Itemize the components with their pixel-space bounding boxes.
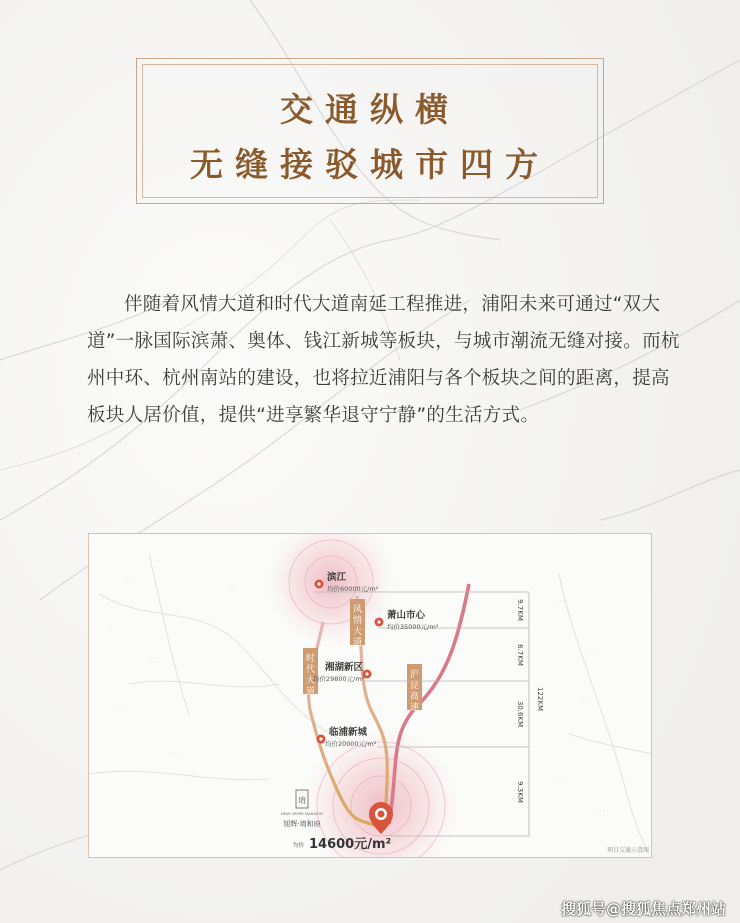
distance-1: 9.7KM: [516, 599, 524, 621]
watermark: 搜狐号@搜狐焦点郑州站: [560, 900, 726, 918]
map-caption: 项目交通示意图: [607, 847, 650, 854]
road-label-fengqing: [350, 599, 365, 648]
place-linpu-price: 均价20000元/m²: [325, 740, 377, 748]
svg-text:沪昆高速: 沪昆高速: [409, 670, 420, 713]
distance-2: 6.7KM: [516, 644, 524, 666]
svg-text:堉: 堉: [298, 796, 306, 805]
traffic-map: [88, 533, 652, 858]
distance-4: 9.3KM: [516, 781, 524, 803]
project-price-prefix: 均价: [293, 843, 305, 849]
distance-total: 122KM: [536, 687, 544, 711]
svg-text:时代大道: 时代大道: [305, 654, 316, 697]
project-price: 14600元/m²: [309, 837, 392, 852]
svg-text:· · ·: · · ·: [125, 581, 135, 588]
svg-text:· · ·: · · ·: [599, 809, 609, 816]
svg-text:· ·: · ·: [589, 649, 595, 656]
place-linpu-name: 临浦新城: [329, 727, 368, 738]
svg-text:· · ·: · · ·: [559, 599, 569, 606]
title-line-1: 交通纵横: [280, 90, 460, 129]
project-name: 旭辉·堉和府: [283, 820, 321, 828]
place-xiaoshan-name: 萧山市心: [387, 610, 426, 621]
map-svg: [89, 534, 652, 858]
svg-text:· ·: · ·: [229, 589, 235, 596]
place-xianghu-price: 均价29800元/m²: [313, 675, 365, 683]
place-xianghu-name: 湘湖新区: [325, 662, 364, 673]
place-binjiang-price: 均价60000元/m²: [327, 585, 379, 593]
road-label-shidai: [303, 648, 318, 697]
project-logo-text: NEW UPPER MANSION: [281, 811, 323, 816]
svg-text:· ·: · ·: [107, 625, 113, 632]
intro-paragraph: 伴随着风情大道和时代大道南延工程推进，浦阳未来可通过“双大道”一脉国际滨萧、奥体、钱江新城等板块，与城市潮流无缝对接。而杭州中环、杭州南站的建设，也将拉近浦阳与各个板块之间的距离，提高板块人居价值，提供“进享繁华退守宁静”的生活方式。: [87, 294, 680, 426]
road-label-hukun: [407, 664, 422, 713]
title-line-2: 无缝接驳城市四方: [190, 145, 550, 184]
svg-text:· · ·: · · ·: [169, 751, 179, 758]
distance-3: 30.6KM: [516, 700, 524, 728]
svg-text:· · ·: · · ·: [149, 659, 159, 666]
place-xiaoshan-price: 均价35000元/m²: [387, 623, 439, 631]
place-binjiang-name: 滨江: [327, 572, 347, 583]
svg-text:· ·: · ·: [119, 707, 125, 714]
svg-text:· · ·: · · ·: [579, 699, 589, 706]
road-fengqing-text: 风情大道: [352, 605, 363, 648]
svg-text:· ·: · ·: [559, 779, 565, 786]
